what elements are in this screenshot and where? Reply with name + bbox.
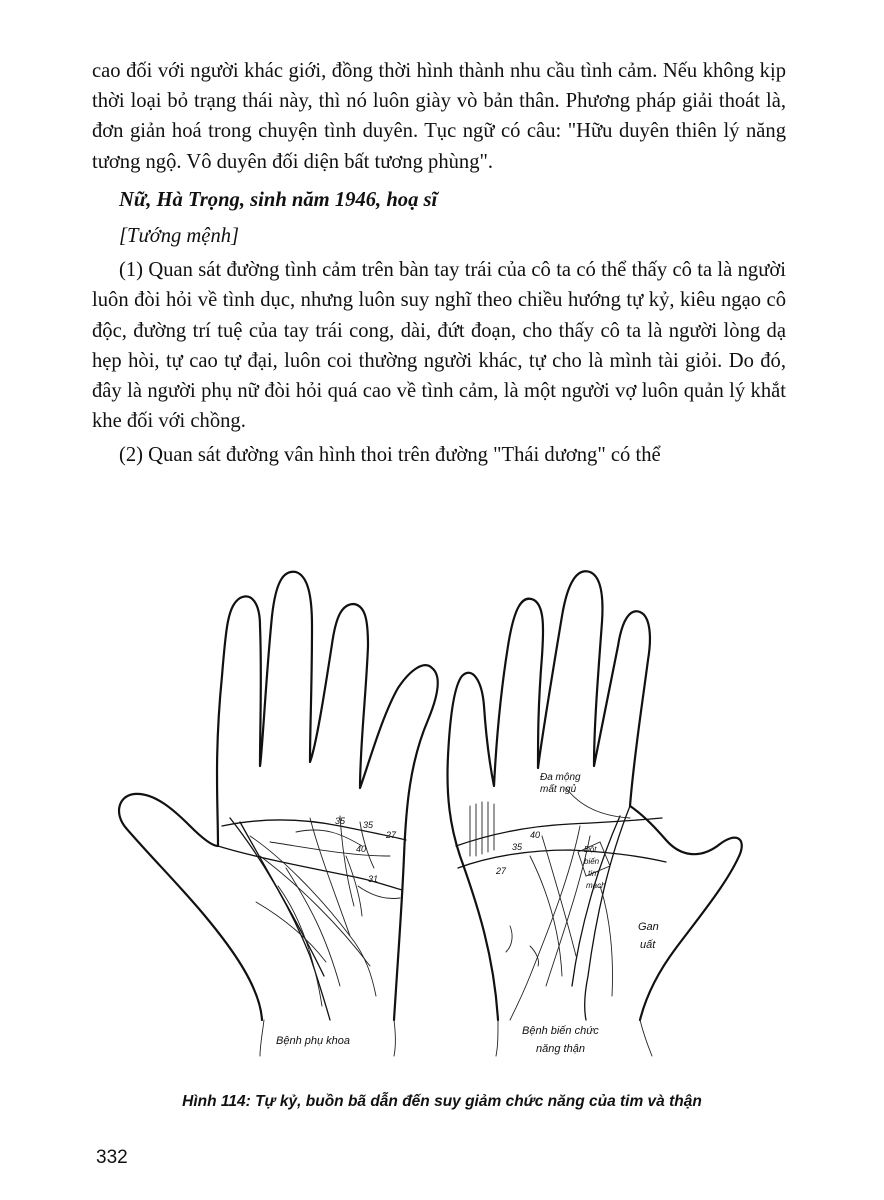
left-number-2: 35 <box>363 820 374 830</box>
left-palm-drawing <box>119 572 438 1056</box>
right-diamond-label-3: tim <box>588 869 599 878</box>
figure-caption: Hình 114: Tự kỷ, buồn bã dẫn đến suy giảm chức năng của tim và thận <box>182 1093 702 1110</box>
right-number-2: 40 <box>530 830 541 840</box>
palm-figure <box>110 556 750 1076</box>
section-label: [Tướng mệnh] <box>119 225 240 248</box>
right-top-label-line-1: Đa mộng <box>540 772 581 783</box>
paragraph-observation-1: (1) Quan sát đường tình cảm trên bàn tay trái của cô ta có thể thấy cô ta là người luôn đòi hỏi về tình dục, nhưng luôn suy nghĩ theo chiều hướng tự kỷ, kiêu ngạo cô độc, đường trí tuệ của tay trái cong, dài, đứt đoạn, cho thấy cô ta là người lòng dạ hẹp hòi, tự cao tự đại, luôn coi thường người khác, tự cho là mình tài giỏi. Do đó, đây là người phụ nữ đòi hỏi quá cao về tình cảm, là một người vợ luôn quản lý khắt khe đối với chồng. <box>92 259 786 433</box>
case-heading: Nữ, Hà Trọng, sinh năm 1946, hoạ sĩ <box>119 188 438 211</box>
right-number-1: 35 <box>512 842 523 852</box>
right-diamond-label-4: mạch <box>586 881 606 890</box>
left-hand-label: Bệnh phụ khoa <box>276 1035 351 1047</box>
left-number-5: 31 <box>368 874 379 884</box>
left-number-1: 35 <box>335 816 346 826</box>
palm-illustration <box>110 556 750 1076</box>
right-diamond-label-1: Đột <box>584 845 597 854</box>
right-side-label-line-2: uất <box>640 939 656 951</box>
left-number-4: 40 <box>356 844 367 854</box>
paragraph-observation-2: (2) Quan sát đường vân hình thoi trên đường "Thái dương" có thể <box>119 444 661 467</box>
right-side-label-line-1: Gan <box>638 921 659 933</box>
right-palm-drawing <box>448 571 742 1056</box>
right-number-3: 27 <box>496 866 507 876</box>
right-bottom-label-line-2: năng thận <box>536 1043 585 1055</box>
body-text <box>92 56 786 471</box>
paragraph-intro: cao đối với người khác giới, đồng thời hình thành nhu cầu tình cảm. Nếu không kịp thời loại bỏ trạng thái này, thì nó luôn giày vò bản thân. Phương pháp giải thoát là, đơn giản hoá trong chuyện tình duyên. Tục ngữ có câu: "Hữu duyên thiên lý năng tương ngộ. Vô duyên đối diện bất tương phùng". <box>92 60 786 173</box>
right-diamond-label-2: biến <box>584 857 600 866</box>
right-top-label-line-2: mất ngủ <box>540 784 577 795</box>
left-number-3: 27 <box>386 830 397 840</box>
page-number: 332 <box>96 1147 128 1168</box>
right-bottom-label-line-1: Bệnh biến chức <box>522 1025 599 1037</box>
